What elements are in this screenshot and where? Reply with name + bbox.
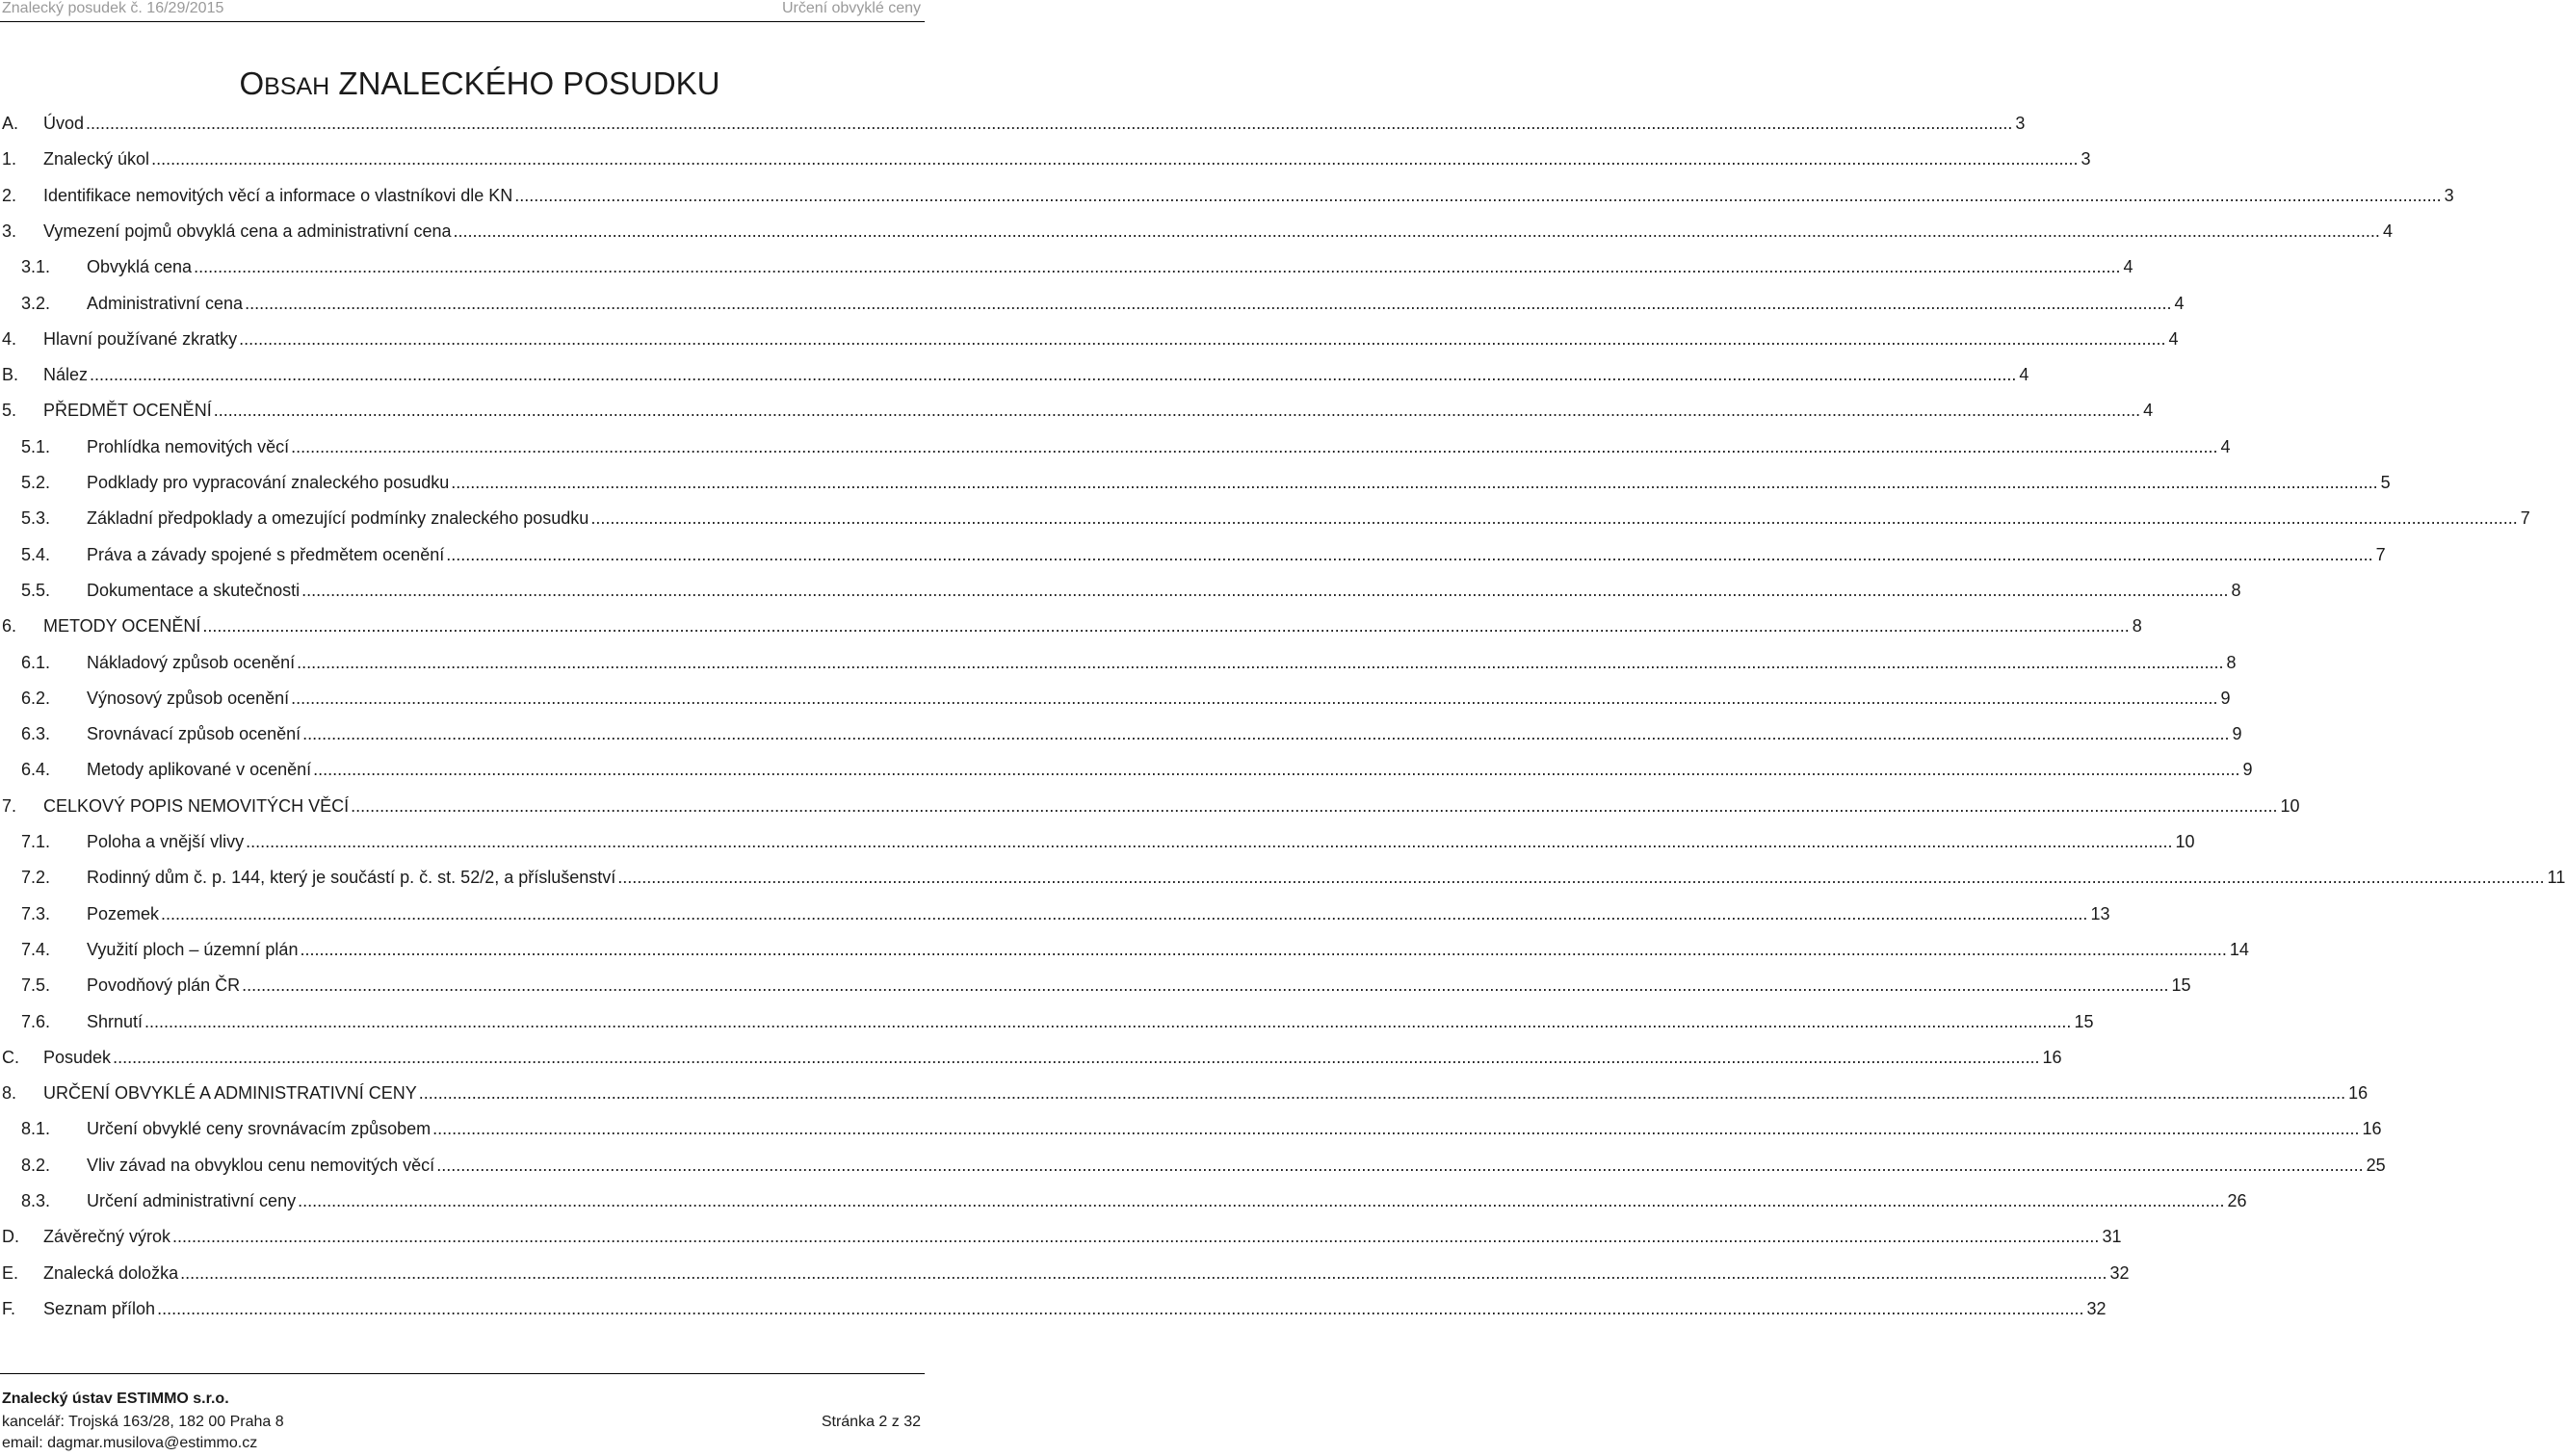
- toc-leader-dots: ................................................................................................................................................................................................................................................................................................................................................................................................................: [202, 616, 2130, 637]
- toc-entry-number: 7.5.: [21, 975, 51, 996]
- toc-leader-dots: ................................................................................................................................................................................................................................................................................................................................................................................................................: [144, 1011, 2072, 1031]
- toc-entry[interactable]: [0, 1004, 2094, 1040]
- toc-entry-label: Obvyklá cena: [87, 257, 193, 277]
- toc-entry-page: 31: [2102, 1227, 2122, 1247]
- toc-entry[interactable]: [0, 357, 2029, 393]
- toc-entry-label: METODY OCENĚNÍ: [43, 616, 201, 637]
- toc-leader-dots: ................................................................................................................................................................................................................................................................................................................................................................................................................: [291, 688, 2218, 708]
- toc-entry-number: 8.1.: [21, 1119, 51, 1139]
- toc-entry-page: 32: [2086, 1298, 2107, 1318]
- toc-entry-number: B.: [2, 365, 19, 385]
- toc-leader-dots: ................................................................................................................................................................................................................................................................................................................................................................................................................: [300, 939, 2227, 959]
- toc-entry[interactable]: [0, 897, 2110, 932]
- toc-entry-page: 8: [2132, 616, 2142, 637]
- toc-leader-dots: ................................................................................................................................................................................................................................................................................................................................................................................................................: [351, 795, 2278, 816]
- toc-entry[interactable]: [0, 1291, 2107, 1327]
- toc-entry[interactable]: [0, 609, 2142, 644]
- toc-leader-dots: ................................................................................................................................................................................................................................................................................................................................................................................................................: [90, 365, 2017, 385]
- toc-entry-number: 8.2.: [21, 1155, 51, 1175]
- toc-entry-label: Nález: [43, 365, 89, 385]
- toc-entry-label: URČENÍ OBVYKLÉ A ADMINISTRATIVNÍ CENY: [43, 1083, 417, 1104]
- toc-entry-label: Administrativní cena: [87, 293, 244, 313]
- toc-entry-label: PŘEDMĚT OCENĚNÍ: [43, 401, 212, 421]
- toc-entry[interactable]: [0, 249, 2133, 285]
- toc-entry-label: Závěrečný výrok: [43, 1227, 171, 1247]
- toc-leader-dots: ................................................................................................................................................................................................................................................................................................................................................................................................................: [242, 975, 2169, 996]
- toc-entry-page: 3: [2081, 149, 2091, 169]
- toc-leader-dots: ................................................................................................................................................................................................................................................................................................................................................................................................................: [301, 580, 2229, 600]
- toc-entry[interactable]: [0, 932, 2249, 968]
- toc-entry[interactable]: [0, 681, 2231, 716]
- toc-entry[interactable]: [0, 716, 2242, 752]
- toc-entry-label: Shrnutí: [87, 1011, 144, 1031]
- toc-entry-number: 6.2.: [21, 688, 51, 708]
- toc-leader-dots: ................................................................................................................................................................................................................................................................................................................................................................................................................: [418, 1083, 2346, 1104]
- toc-entry-label: Hlavní používané zkratky: [43, 328, 238, 349]
- toc-leader-dots: ................................................................................................................................................................................................................................................................................................................................................................................................................: [302, 724, 2230, 744]
- toc-entry-page: 5: [2380, 473, 2391, 492]
- toc-entry-page: 4: [2019, 365, 2029, 385]
- toc-entry-page: 32: [2109, 1262, 2130, 1283]
- toc-entry-number: 7.1.: [21, 832, 51, 851]
- toc-entry-label: Práva a závady spojené s předmětem ocenění: [87, 544, 445, 564]
- toc-entry-number: 5.3.: [21, 508, 51, 529]
- footer-address: kancelář: Trojská 163/28, 182 00 Praha 8: [2, 1414, 284, 1430]
- toc-entry-number: 8.3.: [21, 1191, 51, 1210]
- toc-entry-label: Znalecký úkol: [43, 149, 150, 169]
- toc-entry-number: 4.: [2, 328, 17, 349]
- toc-entry-label: Srovnávací způsob ocenění: [87, 724, 301, 744]
- footer-rule: [0, 1373, 925, 1374]
- toc-entry-page: 7: [2520, 508, 2530, 529]
- toc-entry-number: 7.: [2, 795, 17, 816]
- toc-leader-dots: ................................................................................................................................................................................................................................................................................................................................................................................................................: [297, 652, 2224, 672]
- toc-entry-label: Povodňový plán ČR: [87, 975, 241, 996]
- toc-entry[interactable]: [0, 789, 2300, 824]
- toc-entry-page: 9: [2232, 724, 2242, 744]
- toc-leader-dots: ................................................................................................................................................................................................................................................................................................................................................................................................................: [113, 1047, 2040, 1067]
- toc-entry-number: 7.6.: [21, 1011, 51, 1031]
- toc-entry-label: Určení administrativní ceny: [87, 1191, 297, 1210]
- toc-entry-label: Úvod: [43, 114, 85, 133]
- toc-leader-dots: ................................................................................................................................................................................................................................................................................................................................................................................................................: [180, 1262, 2107, 1283]
- toc-leader-dots: ................................................................................................................................................................................................................................................................................................................................................................................................................: [453, 221, 2380, 241]
- toc-entry[interactable]: [0, 1219, 2122, 1255]
- toc-entry-page: 25: [2366, 1155, 2386, 1175]
- toc-leader-dots: ................................................................................................................................................................................................................................................................................................................................................................................................................: [432, 1119, 2360, 1139]
- toc-entry-number: 2.: [2, 185, 17, 205]
- toc-entry-page: 10: [2175, 832, 2195, 851]
- footer-email: email: dagmar.musilova@estimmo.cz: [2, 1435, 258, 1451]
- toc-leader-dots: ................................................................................................................................................................................................................................................................................................................................................................................................................: [298, 1191, 2225, 1210]
- toc-entry[interactable]: [0, 645, 2237, 681]
- toc-entry-label: Rodinný dům č. p. 144, který je součástí p. č. st. 52/2, a příslušenství: [87, 868, 616, 888]
- toc-entry-label: Určení obvyklé ceny srovnávacím způsobem: [87, 1119, 432, 1139]
- toc-entry-page: 4: [2174, 293, 2185, 313]
- toc-entry-label: Podklady pro vypracování znaleckého posudku: [87, 473, 450, 492]
- toc-entry-number: 5.: [2, 401, 17, 421]
- toc-entry-page: 7: [2375, 544, 2386, 564]
- toc-leader-dots: ................................................................................................................................................................................................................................................................................................................................................................................................................: [436, 1155, 2364, 1175]
- toc-entry-label: CELKOVÝ POPIS NEMOVITÝCH VĚCÍ: [43, 795, 350, 816]
- toc-entry-label: Poloha a vnější vlivy: [87, 832, 245, 851]
- toc-leader-dots: ................................................................................................................................................................................................................................................................................................................................................................................................................: [239, 328, 2166, 349]
- toc-entry-page: 8: [2231, 580, 2241, 600]
- toc-entry-page: 11: [2547, 868, 2565, 888]
- toc-leader-dots: ................................................................................................................................................................................................................................................................................................................................................................................................................: [246, 832, 2173, 851]
- toc-entry-number: 6.: [2, 616, 17, 637]
- toc-entry-page: 15: [2074, 1011, 2094, 1031]
- toc-entry-page: 4: [2168, 328, 2179, 349]
- toc-entry-number: 1.: [2, 149, 17, 169]
- toc-leader-dots: ................................................................................................................................................................................................................................................................................................................................................................................................................: [514, 185, 2442, 205]
- toc-entry-page: 13: [2090, 903, 2110, 923]
- toc-entry[interactable]: [0, 1148, 2386, 1183]
- toc-entry-label: Seznam příloh: [43, 1298, 156, 1318]
- toc-leader-dots: ................................................................................................................................................................................................................................................................................................................................................................................................................: [151, 149, 2079, 169]
- toc-entry[interactable]: [0, 429, 2231, 465]
- toc-entry-label: Vliv závad na obvyklou cenu nemovitých věcí: [87, 1155, 435, 1175]
- toc-entry[interactable]: [0, 752, 2253, 788]
- toc-entry-page: 3: [2444, 185, 2454, 205]
- toc-leader-dots: ................................................................................................................................................................................................................................................................................................................................................................................................................: [451, 473, 2378, 492]
- toc-entry[interactable]: [0, 465, 2391, 501]
- toc-entry-page: 9: [2242, 760, 2253, 780]
- toc-leader-dots: ................................................................................................................................................................................................................................................................................................................................................................................................................: [590, 508, 2518, 529]
- toc-leader-dots: ................................................................................................................................................................................................................................................................................................................................................................................................................: [617, 868, 2545, 888]
- toc-leader-dots: ................................................................................................................................................................................................................................................................................................................................................................................................................: [172, 1227, 2100, 1247]
- toc-heading: [0, 65, 959, 102]
- toc-entry-number: 5.5.: [21, 580, 51, 600]
- toc-leader-dots: ................................................................................................................................................................................................................................................................................................................................................................................................................: [213, 401, 2141, 421]
- toc-entry[interactable]: [0, 860, 2565, 896]
- toc-entry-page: 15: [2171, 975, 2191, 996]
- toc-entry-number: 3.2.: [21, 293, 51, 313]
- toc-entry-label: Nákladový způsob ocenění: [87, 652, 296, 672]
- toc-leader-dots: ................................................................................................................................................................................................................................................................................................................................................................................................................: [245, 293, 2172, 313]
- toc-entry-page: 14: [2229, 939, 2249, 959]
- toc-entry-page: 16: [2362, 1119, 2382, 1139]
- toc-entry-page: 10: [2280, 795, 2300, 816]
- toc-entry-label: Pozemek: [87, 903, 160, 923]
- toc-entry-number: 7.3.: [21, 903, 51, 923]
- toc-entry-label: Vymezení pojmů obvyklá cena a administrativní cena: [43, 221, 452, 241]
- toc-entry-number: D.: [2, 1227, 19, 1247]
- toc-entry-number: 3.: [2, 221, 17, 241]
- toc-entry-label: Výnosový způsob ocenění: [87, 688, 290, 708]
- toc-entry[interactable]: [0, 1111, 2382, 1147]
- toc-entry-label: Posudek: [43, 1047, 112, 1067]
- toc-entry[interactable]: [0, 824, 2195, 860]
- toc-entry-page: 4: [2382, 221, 2393, 241]
- toc-entry[interactable]: [0, 1183, 2247, 1219]
- toc-heading-small: BSAH: [264, 73, 330, 100]
- toc-entry-page: 4: [2123, 257, 2133, 277]
- toc-entry-number: E.: [2, 1262, 19, 1283]
- toc-entry-number: 3.1.: [21, 257, 51, 277]
- toc-leader-dots: ................................................................................................................................................................................................................................................................................................................................................................................................................: [446, 544, 2373, 564]
- toc-heading-lead: O: [239, 65, 265, 101]
- toc-entry[interactable]: [0, 286, 2185, 322]
- footer-company: Znalecký ústav ESTIMMO s.r.o.: [2, 1391, 229, 1407]
- toc-entry-number: 5.2.: [21, 473, 51, 492]
- toc-entry[interactable]: [0, 393, 2154, 429]
- toc-heading-rest: ZNALECKÉHO POSUDKU: [329, 65, 720, 101]
- toc-entry[interactable]: [0, 1256, 2130, 1291]
- toc-entry-page: 9: [2220, 688, 2231, 708]
- toc-leader-dots: ................................................................................................................................................................................................................................................................................................................................................................................................................: [86, 114, 2013, 133]
- toc-entry-label: Znalecká doložka: [43, 1262, 179, 1283]
- toc-entry[interactable]: [0, 178, 2454, 214]
- toc-entry[interactable]: [0, 968, 2191, 1003]
- toc-entry-number: 8.: [2, 1083, 17, 1104]
- page-header: [0, 0, 925, 22]
- toc-entry-label: Prohlídka nemovitých věcí: [87, 436, 290, 456]
- toc-entry[interactable]: [0, 1076, 2369, 1111]
- toc-entry-label: Dokumentace a skutečnosti: [87, 580, 301, 600]
- toc-entry-label: Metody aplikované v ocenění: [87, 760, 312, 780]
- toc-entry[interactable]: [0, 106, 2026, 142]
- toc-entry-page: 26: [2227, 1191, 2247, 1210]
- toc-entry[interactable]: [0, 214, 2393, 249]
- toc-entry-page: 16: [2042, 1047, 2062, 1067]
- toc-entry-number: 5.1.: [21, 436, 51, 456]
- toc-entry-number: F.: [2, 1298, 16, 1318]
- toc-entry-page: 3: [2015, 114, 2026, 133]
- toc-entry-label: Identifikace nemovitých věcí a informace o vlastníkovi dle KN: [43, 185, 513, 205]
- toc-entry-page: 8: [2226, 652, 2237, 672]
- toc-entry-number: 5.4.: [21, 544, 51, 564]
- footer-page-number: Stránka 2 z 32: [821, 1414, 921, 1430]
- toc-leader-dots: ................................................................................................................................................................................................................................................................................................................................................................................................................: [157, 1298, 2084, 1318]
- page-footer: [0, 1373, 925, 1456]
- toc-entry-number: 6.3.: [21, 724, 51, 744]
- toc-entry[interactable]: [0, 142, 2091, 177]
- toc-leader-dots: ................................................................................................................................................................................................................................................................................................................................................................................................................: [291, 436, 2218, 456]
- toc-entry-number: C.: [2, 1047, 19, 1067]
- toc-entry-page: 4: [2143, 401, 2154, 421]
- toc-entry-label: Využití ploch – územní plán: [87, 939, 299, 959]
- toc-entry[interactable]: [0, 501, 2530, 536]
- toc-entry-number: 6.4.: [21, 760, 51, 780]
- section-title: Určení obvyklé ceny: [781, 0, 921, 16]
- toc-entry-number: A.: [2, 114, 19, 133]
- toc-entry-number: 7.4.: [21, 939, 51, 959]
- toc-entry[interactable]: [0, 573, 2241, 609]
- toc-entry-number: 6.1.: [21, 652, 51, 672]
- toc-entry-label: Základní předpoklady a omezující podmínky znaleckého posudku: [87, 508, 589, 529]
- toc-entry-page: 16: [2348, 1083, 2369, 1104]
- toc-entry[interactable]: [0, 322, 2179, 357]
- toc-entry[interactable]: [0, 1040, 2062, 1076]
- toc-leader-dots: ................................................................................................................................................................................................................................................................................................................................................................................................................: [161, 903, 2088, 923]
- toc-entry[interactable]: [0, 537, 2386, 573]
- toc-entry-page: 4: [2220, 436, 2231, 456]
- document-title: Znalecký posudek č. 16/29/2015: [2, 0, 224, 16]
- toc-entry-number: 7.2.: [21, 868, 51, 888]
- toc-leader-dots: ................................................................................................................................................................................................................................................................................................................................................................................................................: [313, 760, 2240, 780]
- toc-leader-dots: ................................................................................................................................................................................................................................................................................................................................................................................................................: [194, 257, 2121, 277]
